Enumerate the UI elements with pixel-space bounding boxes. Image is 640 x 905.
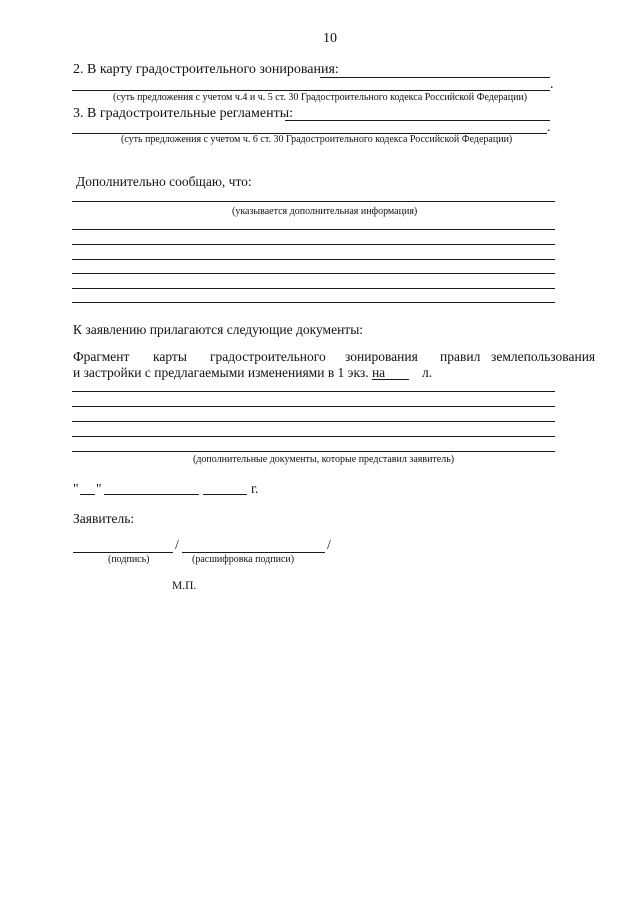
attachments-word-4: зонирования <box>345 349 418 364</box>
item3-label: 3. В градостроительные регламенты: <box>73 106 294 121</box>
item2-dot: . <box>550 77 554 92</box>
signature-decode-caption: (расшифровка подписи) <box>192 554 295 565</box>
attachments-word-6: землепользования <box>491 349 596 364</box>
attachments-line2-text: и застройки с предлагаемыми изменениями в 1 экз. на <box>73 365 386 380</box>
attachments-line-4[interactable] <box>72 436 555 437</box>
date-year-suffix: г. <box>251 481 259 496</box>
attachments-line-2[interactable] <box>72 406 555 407</box>
sheet-count-input[interactable] <box>372 379 409 380</box>
additional-line-7[interactable] <box>72 302 555 303</box>
attachments-line-1[interactable] <box>72 391 555 392</box>
date-month-input[interactable] <box>104 494 199 495</box>
attachments-label: К заявлению прилагаются следующие документы: <box>73 322 364 337</box>
additional-line-2[interactable] <box>72 229 555 230</box>
signature-input[interactable] <box>73 552 173 553</box>
date-year-input[interactable] <box>203 494 247 495</box>
attachments-sheets-suffix: л. <box>422 365 433 380</box>
date-day-input[interactable] <box>80 494 95 495</box>
additional-line-5[interactable] <box>72 273 555 274</box>
signature-slash: / <box>175 537 179 552</box>
attachments-word-1: Фрагмент <box>73 349 130 364</box>
item2-caption: (суть предложения с учетом ч.4 и ч. 5 ст. 30 Градостроительного кодекса Российской Федерации) <box>113 92 528 103</box>
item3-dot: . <box>547 120 551 135</box>
attachments-word-2: карты <box>153 349 187 364</box>
attachments-caption: (дополнительные документы, которые представил заявитель) <box>193 454 455 465</box>
attachments-line-3[interactable] <box>72 421 555 422</box>
additional-line-6[interactable] <box>72 288 555 289</box>
item3-caption: (суть предложения с учетом ч. 6 ст. 30 Градостроительного кодекса Российской Федерации) <box>121 134 513 145</box>
additional-line-4[interactable] <box>72 259 555 260</box>
item3-input-line[interactable] <box>285 120 550 121</box>
attachments-word-3: градостроительного <box>210 349 326 364</box>
additional-line-3[interactable] <box>72 244 555 245</box>
attachments-line-5[interactable] <box>72 451 555 452</box>
signature-slash-end: / <box>327 537 331 552</box>
additional-caption: (указывается дополнительная информация) <box>232 206 418 217</box>
attachments-word-5: правил <box>440 349 481 364</box>
date-open-quote: " <box>73 481 79 496</box>
page-number: 10 <box>323 31 337 46</box>
date-close-quote: " <box>96 481 102 496</box>
item2-label: 2. В карту градостроительного зонирования: <box>73 62 339 77</box>
additional-label: Дополнительно сообщаю, что: <box>76 174 252 189</box>
item2-input-line-2[interactable] <box>72 90 550 91</box>
applicant-label: Заявитель: <box>73 511 135 526</box>
additional-line-1[interactable] <box>72 201 555 202</box>
stamp-placeholder: М.П. <box>172 580 197 592</box>
item2-input-line[interactable] <box>320 77 550 78</box>
signature-caption: (подпись) <box>108 554 150 565</box>
signature-decode-input[interactable] <box>182 552 325 553</box>
